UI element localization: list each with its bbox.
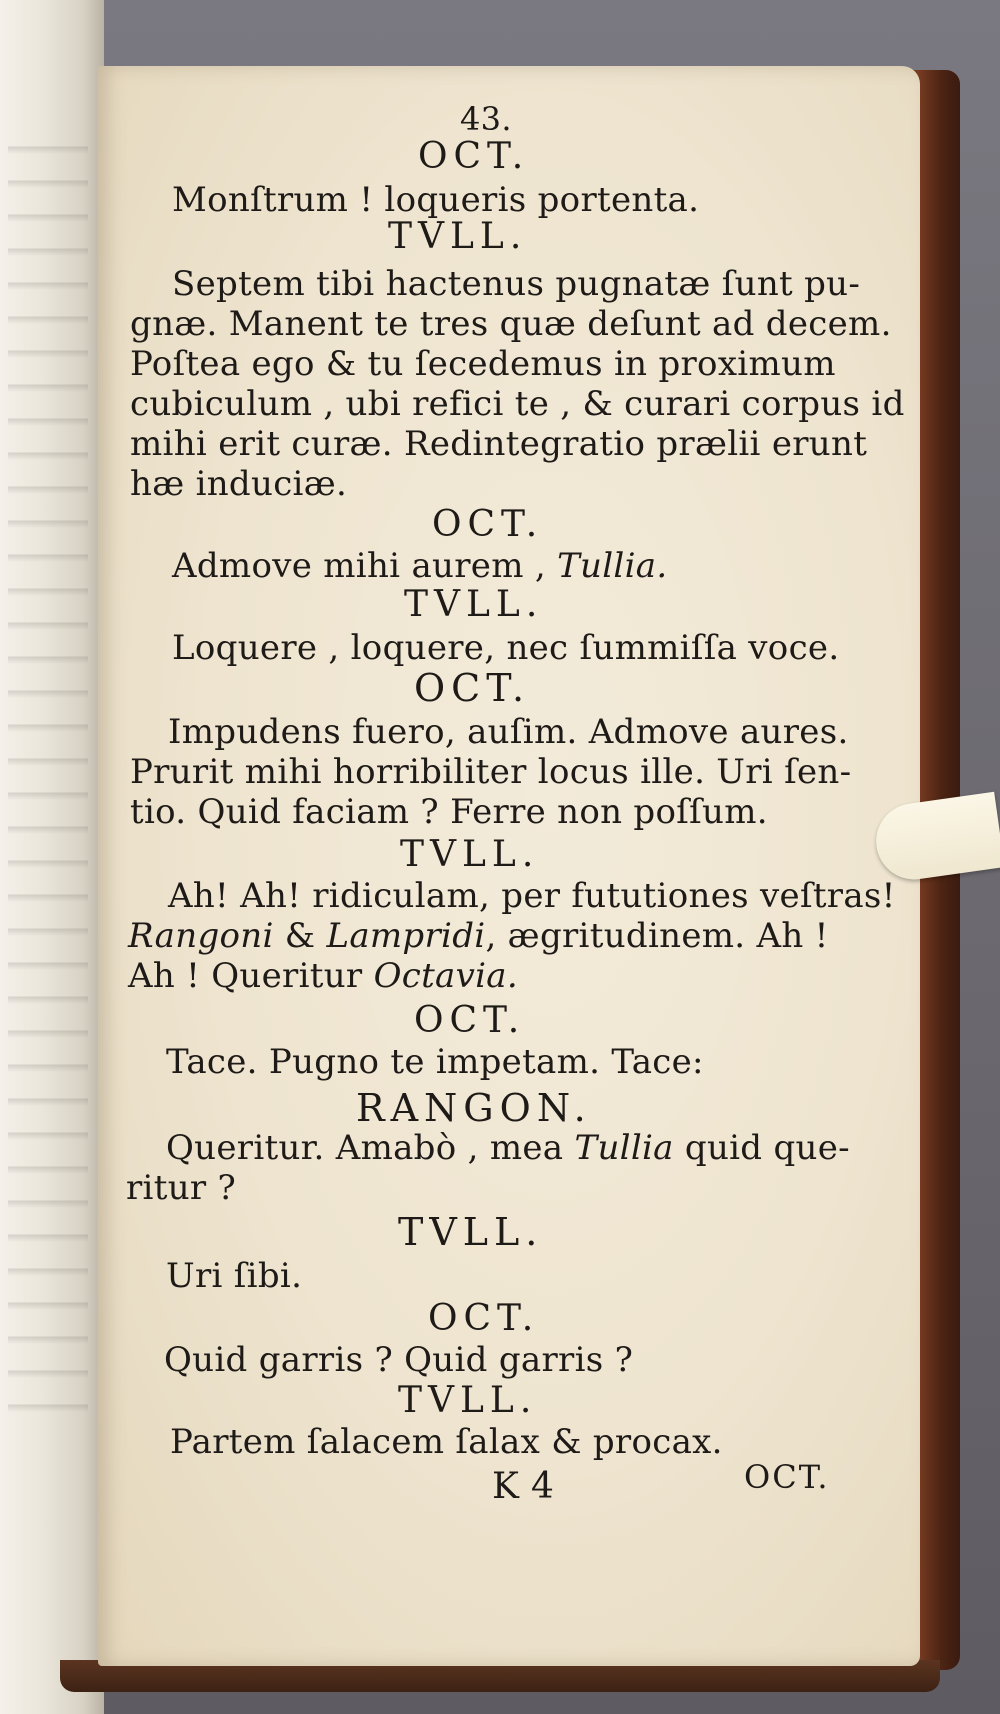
text-line: Ah ! Queritur Octavia. xyxy=(128,956,518,996)
speaker-heading: TVLL. xyxy=(398,1210,544,1254)
speaker-heading: TVLL. xyxy=(388,216,528,257)
text-line: Poſtea ego & tu ſecedemus in proximum xyxy=(130,344,836,384)
text-line: Loquere , loquere, nec ſummiſſa voce. xyxy=(172,628,840,668)
text-line: Monſtrum ! loqueris portenta. xyxy=(172,180,700,220)
text-line: hæ induciæ. xyxy=(130,464,348,504)
speaker-heading: OCT. xyxy=(418,136,530,177)
text-line: Queritur. Amabò , mea Tullia quid que- xyxy=(166,1128,850,1168)
text-line: tio. Quid faciam ? Ferre non poſſum. xyxy=(130,792,768,832)
signature-mark: K 4 xyxy=(492,1466,555,1507)
speaker-heading: TVLL. xyxy=(400,834,540,875)
speaker-heading: RANGON. xyxy=(356,1086,592,1130)
text-line: mihi erit curæ. Redintegratio prælii erunt xyxy=(130,424,868,464)
page-number: 43. xyxy=(460,100,512,138)
bleed-through-text xyxy=(8,120,88,1420)
text-line: Quid garris ? Quid garris ? xyxy=(164,1340,634,1380)
speaker-heading: OCT. xyxy=(432,504,544,545)
text-line: cubiculum , ubi refici te , & curari corpus id xyxy=(130,384,905,424)
text-line: Septem tibi hactenus pugnatæ ſunt pu- xyxy=(172,264,861,304)
left-page-edge xyxy=(0,0,104,1714)
text-line: Ah! Ah! ridiculam, per fututiones veſtras! xyxy=(168,876,896,916)
text-line: Uri ſibi. xyxy=(166,1256,303,1296)
speaker-heading: TVLL. xyxy=(398,1380,538,1421)
speaker-heading: TVLL. xyxy=(404,584,544,625)
text-line: Tace. Pugno te impetam. Tace: xyxy=(166,1042,704,1082)
speaker-heading: OCT. xyxy=(414,666,531,710)
text-line: gnæ. Manent te tres quæ deſunt ad decem. xyxy=(130,304,892,344)
speaker-heading: OCT. xyxy=(414,1000,526,1041)
text-line: ritur ? xyxy=(126,1168,237,1208)
text-line: Partem ſalacem ſalax & procax. xyxy=(170,1422,723,1462)
text-line: Impudens fuero, auſim. Admove aures. xyxy=(168,712,849,752)
text-line: Rangoni & Lampridi, ægritudinem. Ah ! xyxy=(128,916,829,956)
speaker-heading: OCT. xyxy=(428,1298,540,1339)
text-line: Admove mihi aurem , Tullia. xyxy=(172,546,668,586)
catchword: OCT. xyxy=(744,1458,830,1496)
text-line: Prurit mihi horribiliter locus ille. Uri ſen- xyxy=(130,752,852,792)
